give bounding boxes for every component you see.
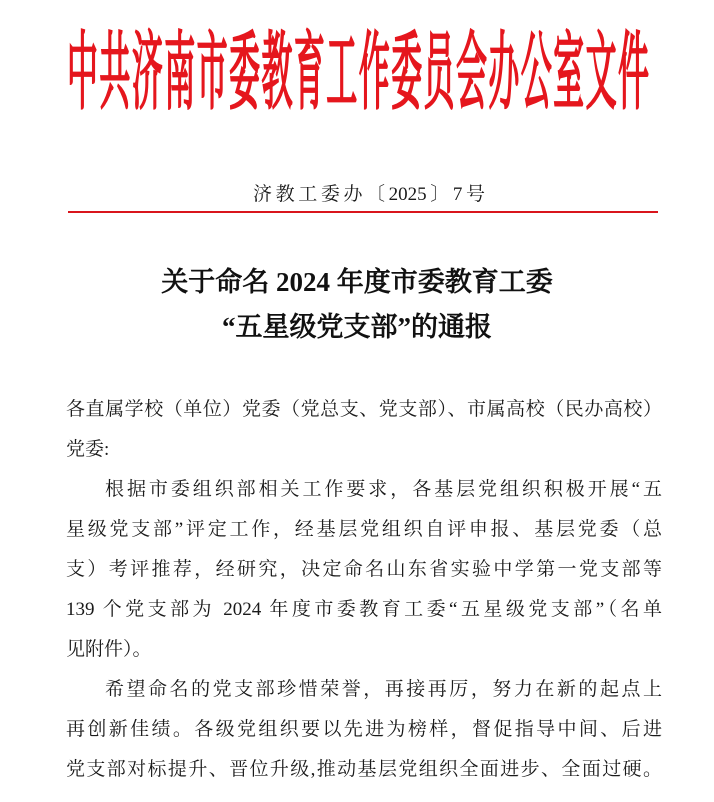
addressee-line: 各直属学校（单位）党委（党总支、党支部）、市属高校（民办高校） (66, 399, 662, 420)
header-red-rule (68, 211, 658, 213)
addressee-line: 党委: (66, 439, 110, 460)
paragraph-2 (66, 670, 662, 790)
document-title (0, 260, 714, 350)
paragraph-line: 再创新佳绩。各级党组织要以先进为榜样，督促指导中间、后进 (66, 719, 662, 740)
addressee (66, 390, 662, 470)
document-body (66, 390, 662, 790)
paragraph-line: 139 个党支部为 2024 年度市委教育工委“五星级党支部”（名单 (66, 599, 662, 620)
paragraph-line: 党支部对标提升、晋位升级,推动基层党组织全面进步、全面过硬。 (66, 759, 662, 780)
paragraph-line: 支）考评推荐，经研究，决定命名山东省实验中学第一党支部等 (66, 559, 662, 580)
paragraph-line: 星级党支部”评定工作，经基层党组织自评申报、基层党委（总 (66, 519, 662, 540)
document-header-title: 中共济南市委教育工作委员会办公室文件 (67, 24, 649, 124)
document-title-line-2: “五星级党支部”的通报 (222, 312, 492, 342)
paragraph-line: 见附件）。 (66, 639, 152, 660)
paragraph-1 (66, 470, 662, 670)
document-title-line-1: 关于命名 2024 年度市委教育工委 (161, 267, 553, 297)
paragraph-line: 根据市委组织部相关工作要求，各基层党组织积极开展“五 (105, 479, 662, 500)
paragraph-line: 希望命名的党支部珍惜荣誉，再接再厉，努力在新的起点上 (105, 679, 662, 700)
document-number: 济教工委办〔2025〕7号 (253, 184, 485, 205)
